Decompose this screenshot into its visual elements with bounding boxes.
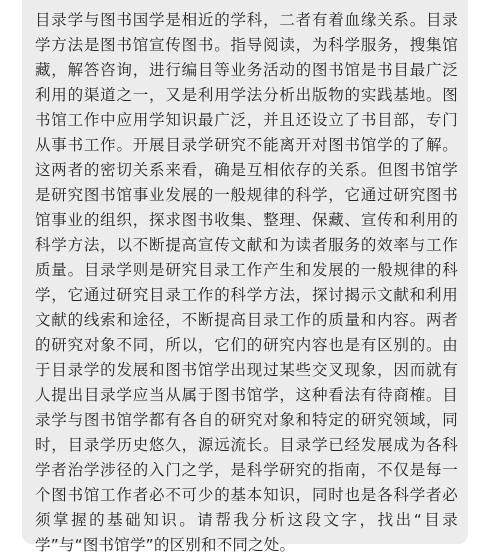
user-message-bubble xyxy=(22,0,468,554)
user-message-text: 目录学与图书国学是相近的学科，二者有着血缘关系。目录学方法是图书馆宣传图书。指导阅读，为科学服务，搜集馆藏，解答咨询，进行编目等业务活动的图书馆是书目最广泛利用的渠道之一，又是利用学法分析出版物的实践基地。图书馆工作中应用学知识最广泛，并且还设立了书目部，专门从事书工作。开展目录学研究不能离开对图书馆学的了解。这两者的密切关系来看，确是互相依存的关系。但图书馆学是研究图书馆事业发展的一般规律的科学，它通过研究图书馆事业的组织，探求图书收集、整理、保藏、宣传和利用的科学方法，以不断提高宣传文献和为读者服务的效率与工作质量。目录学则是研究目录工作产生和发展的一般规律的科学，它通过研究目录工作的科学方法，探讨揭示文献和利用文献的线索和途径，不断提高目录工作的质量和内容。两者的研究对象不同，所以，它们的研究内容也是有区别的。由于目录学的发展和图书馆学出现过某些交叉现象，因而就有人提出目录学应当从属于图书馆学，这种看法有待商榷。目录学与图书馆学都有各自的研究对象和特定的研究领域，同时，目录学历史悠久，源远流长。目录学已经发展成为各科学者治学涉径的入门之学，是科学研究的指南，不仅是每一个图书馆工作者必不可少的基本知识，同时也是各科学者必须掌握的基础知识。请帮我分析这段文字，找出“目录学”与“图书馆学”的区别和不同之处。 xyxy=(35,11,458,554)
